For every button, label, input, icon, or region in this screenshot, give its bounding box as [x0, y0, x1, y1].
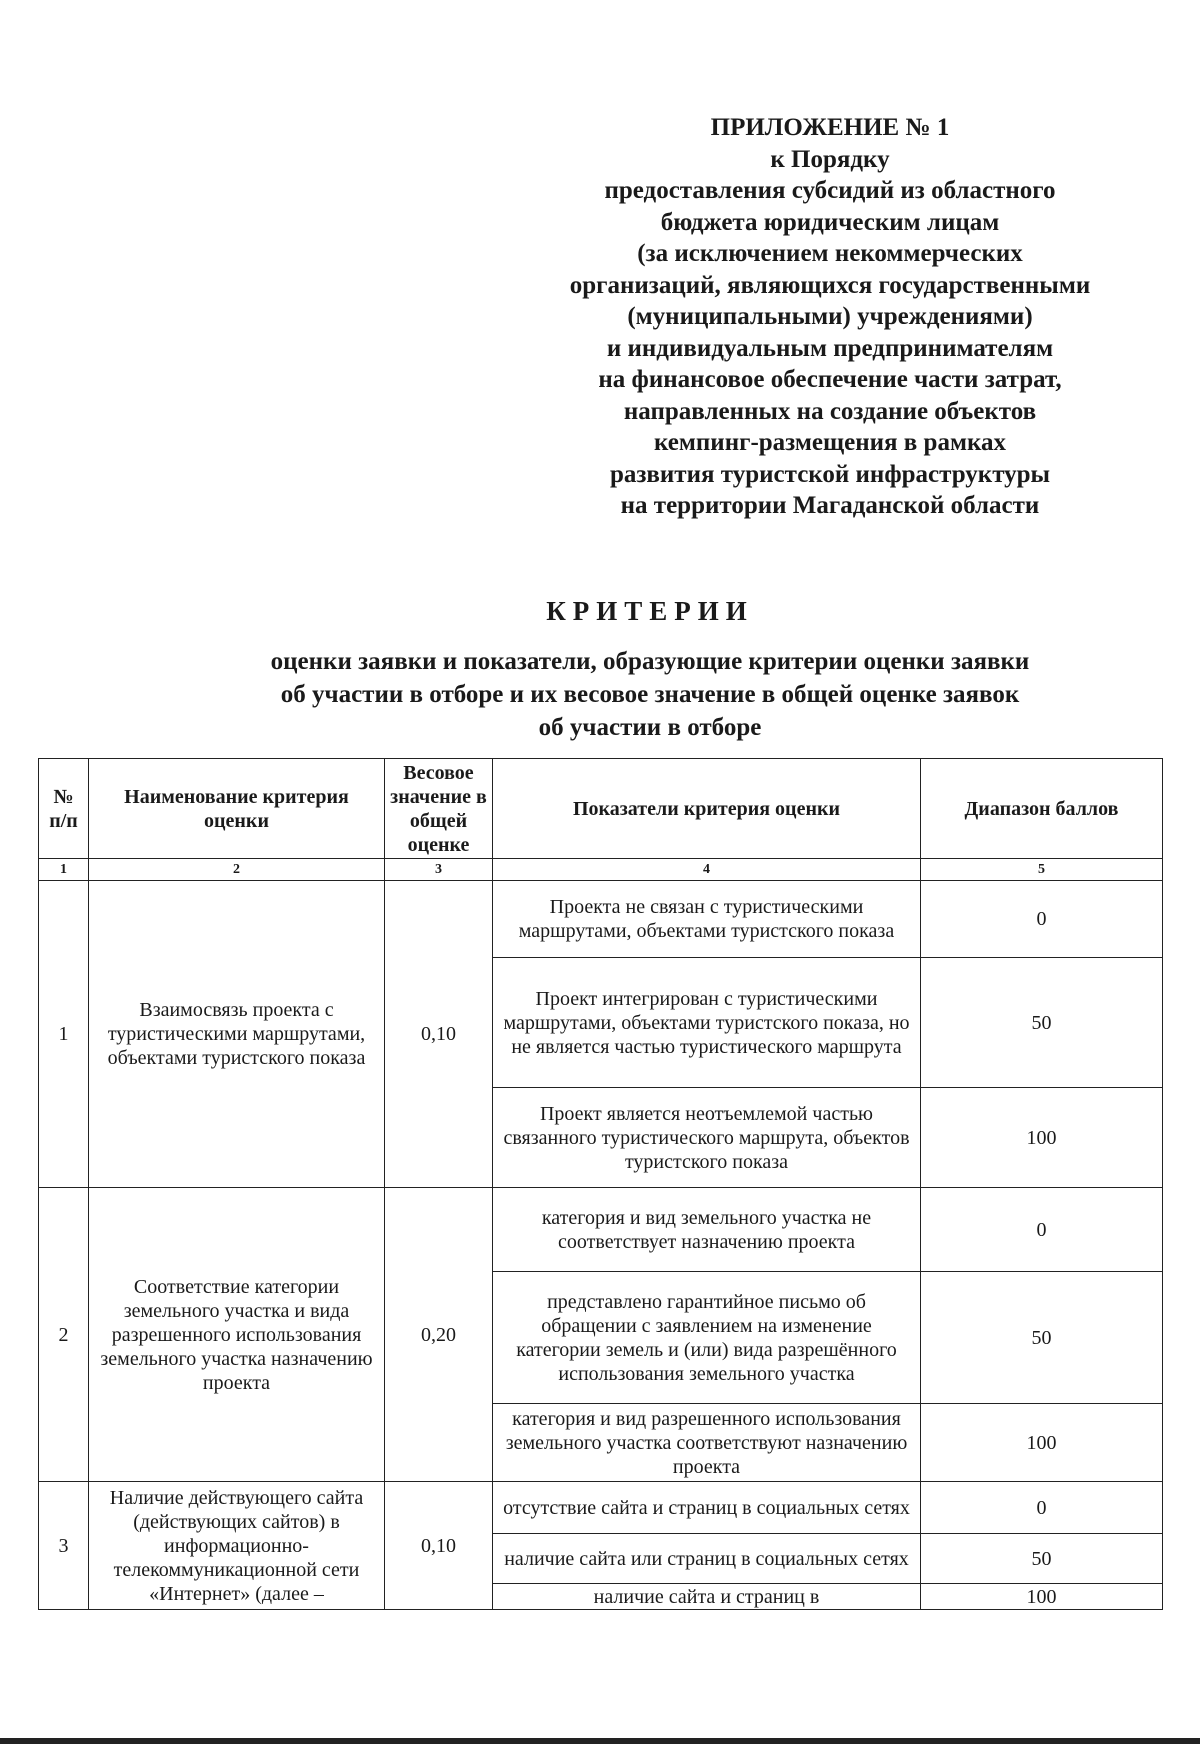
indicator-text: Проекта не связан с туристическими маршрутами, объектами туристского показа [493, 881, 921, 958]
appendix-heading [520, 112, 1140, 522]
criterion-name: Соответствие категории земельного участка и вида разрешенного использования земельного участка назначению проекта [89, 1188, 385, 1482]
appendix-line: ПРИЛОЖЕНИЕ № 1 [710, 114, 950, 141]
appendix-line: организаций, являющихся государственными [569, 271, 1091, 299]
column-number: 1 [39, 859, 89, 881]
appendix-line: и индивидуальным предпринимателям [606, 334, 1054, 362]
criterion-num: 3 [39, 1482, 89, 1610]
column-number: 4 [493, 859, 921, 881]
indicator-score: 50 [921, 1534, 1163, 1584]
criteria-table [38, 758, 1163, 1610]
appendix-line: на финансовое обеспечение части затрат, [598, 366, 1062, 393]
appendix-line: (за исключением некоммерческих [637, 240, 1023, 267]
indicator-text: наличие сайта и страниц в [493, 1584, 921, 1610]
header-weight: Весовое значение в общей оценке [385, 759, 493, 859]
appendix-line: развития туристской инфраструктуры [609, 460, 1051, 488]
indicator-score: 0 [921, 1482, 1163, 1534]
table-row [39, 1188, 1163, 1272]
appendix-line: к Порядку [770, 145, 890, 173]
indicator-score: 0 [921, 881, 1163, 958]
page-bottom-rule [0, 1738, 1200, 1744]
criterion-weight: 0,20 [385, 1188, 493, 1482]
indicator-text: наличие сайта или страниц в социальных сетях [493, 1534, 921, 1584]
indicator-score: 0 [921, 1188, 1163, 1272]
indicator-score: 50 [921, 1272, 1163, 1404]
criterion-num: 2 [39, 1188, 89, 1482]
column-number-row [39, 859, 1163, 881]
indicator-score: 50 [921, 958, 1163, 1088]
subtitle-line: оценки заявки и показатели, образующие критерии оценки заявки [270, 648, 1030, 675]
criterion-weight: 0,10 [385, 1482, 493, 1610]
subtitle-line: об участии в отборе [538, 714, 762, 741]
table-row [39, 1482, 1163, 1534]
header-num: № п/п [39, 759, 89, 859]
appendix-line: бюджета юридическим лицам [660, 208, 1000, 236]
indicator-score: 100 [921, 1088, 1163, 1188]
criterion-weight: 0,10 [385, 881, 493, 1188]
table-header-row [39, 759, 1163, 859]
indicator-text: категория и вид разрешенного использования земельного участка соответствуют назначению проекта [493, 1404, 921, 1482]
indicator-score: 100 [921, 1584, 1163, 1610]
column-number: 2 [89, 859, 385, 881]
appendix-line: на территории Магаданской области [620, 492, 1040, 519]
criterion-name: Наличие действующего сайта (действующих сайтов) в информационно-телекоммуникационной сети «Интернет» (далее – [89, 1482, 385, 1610]
criterion-num: 1 [39, 881, 89, 1188]
table-row [39, 881, 1163, 958]
indicator-text: отсутствие сайта и страниц в социальных сетях [493, 1482, 921, 1534]
indicator-text: Проект интегрирован с туристическими маршрутами, объектами туристского показа, но не является частью туристического маршрута [493, 958, 921, 1088]
appendix-line: (муниципальными) учреждениями) [627, 303, 1033, 330]
criterion-name: Взаимосвязь проекта с туристическими маршрутами, объектами туристского показа [89, 881, 385, 1188]
appendix-line: предоставления субсидий из областного [604, 177, 1056, 204]
column-number: 3 [385, 859, 493, 881]
header-name: Наименование критерия оценки [89, 759, 385, 859]
appendix-line: кемпинг-размещения в рамках [653, 429, 1006, 456]
indicator-text: категория и вид земельного участка не соответствует назначению проекта [493, 1188, 921, 1272]
document-subtitle [140, 645, 1160, 744]
subtitle-line: об участии в отборе и их весовое значение в общей оценке заявок [280, 681, 1020, 708]
indicator-text: представлено гарантийное письмо об обращении с заявлением на изменение категории земель и (или) вида разрешённого использования земельного участка [493, 1272, 921, 1404]
document-title: КРИТЕРИИ [546, 596, 754, 626]
indicator-score: 100 [921, 1404, 1163, 1482]
column-number: 5 [921, 859, 1163, 881]
indicator-text: Проект является неотъемлемой частью связанного туристического маршрута, объектов туристского показа [493, 1088, 921, 1188]
header-range: Диапазон баллов [921, 759, 1163, 859]
header-indicators: Показатели критерия оценки [493, 759, 921, 859]
appendix-line: направленных на создание объектов [623, 397, 1037, 425]
